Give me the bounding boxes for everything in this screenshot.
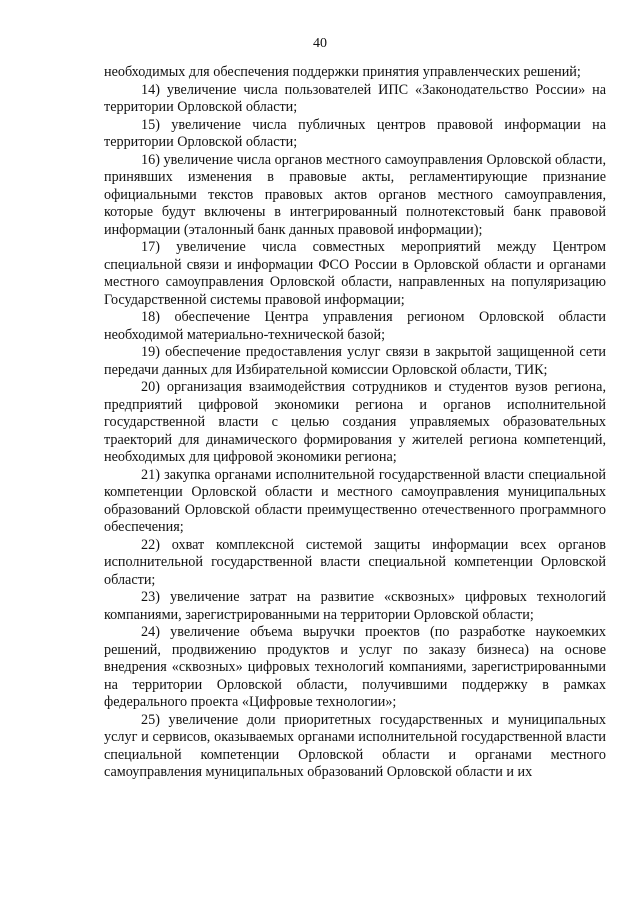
list-item-16: 16) увеличение числа органов местного самоуправления Орловской области, принявших изменения в правовые акты, регламентирующие признание официальными текстов правовых актов органов местного самоуправления, которые будут включены в интегрированный полнотекстовый банк правовой информации (эталонный банк данных правовой информации); bbox=[104, 151, 606, 238]
list-item-23: 23) увеличение затрат на развитие «сквозных» цифровых технологий компаниями, зарегистрированными на территории Орловской области; bbox=[104, 589, 606, 623]
list-item-25: 25) увеличение доли приоритетных государственных и муниципальных услуг и сервисов, оказываемых органами исполнительной государственной власти специальной компетенции Орловской области и органами местного самоуправления муниципальных образований Орловской области и их bbox=[104, 711, 606, 780]
paragraph-continuation: необходимых для обеспечения поддержки принятия управленческих решений; bbox=[104, 64, 581, 80]
page-number: 40 bbox=[313, 36, 327, 51]
list-item-14: 14) увеличение числа пользователей ИПС «Законодательство России» на территории Орловской области; bbox=[104, 81, 606, 115]
document-body bbox=[104, 64, 606, 782]
list-item-24: 24) увеличение объема выручки проектов (по разработке наукоемких решений, продвижению продуктов и услуг по заказу бизнеса) на основе внедрения «сквозных» цифровых технологий компаниями, зарегистрированными на территории Орловской области, получившими поддержку в рамках федерального проекта «Цифровые технологии»; bbox=[104, 624, 606, 710]
list-item-15: 15) увеличение числа публичных центров правовой информации на территории Орловской области; bbox=[104, 116, 606, 150]
list-item-18: 18) обеспечение Центра управления регионом Орловской области необходимой материально-технической базой; bbox=[104, 309, 606, 343]
list-item-22: 22) охват комплексной системой защиты информации всех органов исполнительной государственной власти специальной компетенции Орловской области; bbox=[104, 536, 606, 588]
list-item-19: 19) обеспечение предоставления услуг связи в закрытой защищенной сети передачи данных для Избирательной комиссии Орловской области, ТИК; bbox=[104, 344, 606, 378]
list-item-20: 20) организация взаимодействия сотрудников и студентов вузов региона, предприятий цифровой экономики региона и органов исполнительной государственной власти с целью создания управляемых образовательных траекторий для динамического формирования у жителей региона компетенций, необходимых для цифровой экономики региона; bbox=[104, 379, 606, 465]
list-item-17: 17) увеличение числа совместных мероприятий между Центром специальной связи и информации ФСО России в Орловской области и органами местного самоуправления Орловской области, направленных на популяризацию Государственной системы правовой информации; bbox=[104, 239, 606, 308]
list-item-21: 21) закупка органами исполнительной государственной власти специальной компетенции Орловской области и местного самоуправления муниципальных образований Орловской области преимущественно отечественного программного обеспечения; bbox=[104, 466, 606, 535]
